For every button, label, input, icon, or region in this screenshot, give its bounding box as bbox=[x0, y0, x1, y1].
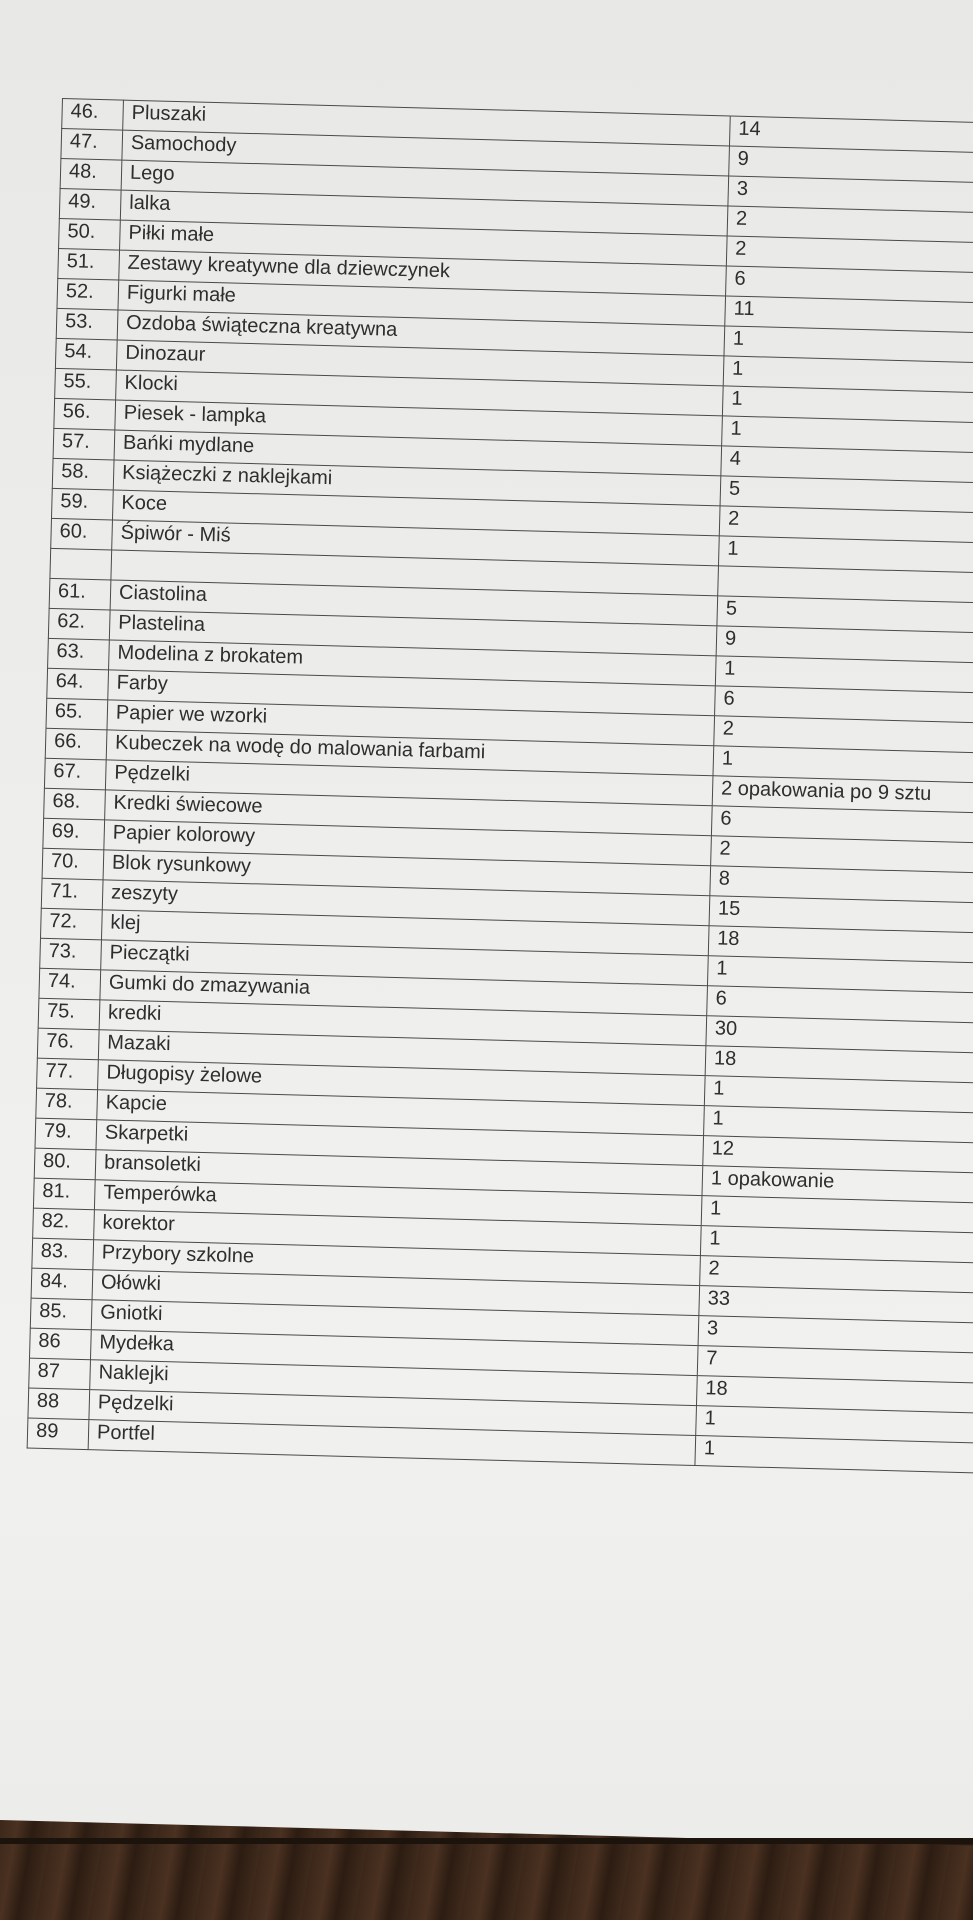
row-number: 76. bbox=[37, 1028, 99, 1060]
row-number: 64. bbox=[47, 668, 109, 700]
row-number: 87 bbox=[29, 1358, 91, 1390]
item-name: Pędzelki bbox=[89, 1390, 697, 1436]
item-quantity: 18 bbox=[696, 1376, 973, 1415]
item-name: Piłki małe bbox=[120, 220, 728, 266]
item-quantity: 2 bbox=[700, 1256, 973, 1295]
row-number: 55. bbox=[55, 368, 117, 400]
row-number: 73. bbox=[40, 938, 102, 970]
row-number: 84. bbox=[31, 1268, 93, 1300]
item-quantity: 15 bbox=[709, 896, 973, 935]
row-number: 74. bbox=[39, 968, 101, 1000]
item-quantity: 1 bbox=[723, 356, 973, 395]
item-name: Przybory szkolne bbox=[93, 1240, 701, 1286]
item-quantity: 9 bbox=[716, 626, 973, 665]
row-number: 85. bbox=[30, 1298, 92, 1330]
row-number: 51. bbox=[58, 248, 120, 280]
item-quantity: 6 bbox=[707, 986, 973, 1025]
item-name: Pluszaki bbox=[123, 100, 731, 146]
row-number: 47. bbox=[61, 129, 123, 161]
row-number: 56. bbox=[54, 398, 116, 430]
item-quantity: 8 bbox=[710, 866, 973, 905]
row-number bbox=[50, 548, 112, 580]
row-number: 67. bbox=[44, 758, 106, 790]
item-quantity: 1 bbox=[718, 536, 973, 575]
row-number: 65. bbox=[46, 698, 108, 730]
item-quantity: 1 bbox=[696, 1406, 973, 1445]
item-name: Ołówki bbox=[92, 1270, 700, 1316]
item-name: Naklejki bbox=[90, 1360, 698, 1406]
item-quantity: 6 bbox=[711, 806, 973, 845]
row-number: 50. bbox=[59, 218, 121, 250]
item-quantity: 1 bbox=[700, 1226, 973, 1265]
item-quantity: 2 bbox=[727, 206, 973, 245]
item-quantity: 1 bbox=[722, 386, 973, 425]
item-name: klej bbox=[101, 910, 709, 956]
item-table-container bbox=[27, 98, 973, 1475]
item-quantity: 1 bbox=[722, 416, 973, 455]
item-table-body bbox=[27, 99, 973, 1475]
item-name: Pędzelki bbox=[105, 760, 713, 806]
row-number: 86 bbox=[30, 1328, 92, 1360]
item-name: Modelina z brokatem bbox=[109, 640, 717, 686]
item-quantity: 5 bbox=[720, 476, 973, 515]
row-number: 81. bbox=[33, 1178, 95, 1210]
item-name: Mazaki bbox=[98, 1030, 706, 1076]
item-quantity: 3 bbox=[698, 1316, 973, 1355]
item-quantity: 4 bbox=[721, 446, 973, 485]
item-quantity: 6 bbox=[726, 266, 973, 305]
item-quantity: 1 bbox=[704, 1106, 973, 1145]
item-quantity: 2 bbox=[719, 506, 973, 545]
item-quantity: 1 bbox=[701, 1196, 973, 1235]
row-number: 68. bbox=[44, 788, 106, 820]
item-quantity: 14 bbox=[729, 116, 973, 155]
item-quantity: 2 opakowania po 9 sztu bbox=[712, 776, 973, 815]
row-number: 75. bbox=[38, 998, 100, 1030]
item-name: lalka bbox=[120, 190, 728, 236]
item-name: Figurki małe bbox=[118, 280, 726, 326]
row-number: 70. bbox=[42, 848, 104, 880]
row-number: 72. bbox=[40, 908, 102, 940]
item-name: Mydełka bbox=[90, 1330, 698, 1376]
item-name: Temperówka bbox=[94, 1180, 702, 1226]
item-name: Blok rysunkowy bbox=[103, 850, 711, 896]
row-number: 62. bbox=[48, 608, 110, 640]
item-name: Kubeczek na wodę do malowania farbami bbox=[106, 730, 714, 776]
item-name: Farby bbox=[108, 670, 716, 716]
item-quantity: 2 bbox=[726, 236, 973, 275]
row-number: 46. bbox=[62, 99, 124, 131]
item-name: Długopisy żelowe bbox=[98, 1060, 706, 1106]
item-name: Dinozaur bbox=[116, 340, 724, 386]
item-name: Koce bbox=[112, 490, 720, 536]
row-number: 88 bbox=[28, 1388, 90, 1420]
row-number: 54. bbox=[55, 338, 117, 370]
item-quantity: 18 bbox=[705, 1046, 973, 1085]
item-quantity: 9 bbox=[729, 146, 973, 185]
item-name: Samochody bbox=[122, 130, 730, 176]
row-number: 61. bbox=[49, 578, 111, 610]
item-quantity: 1 bbox=[715, 656, 973, 695]
item-quantity: 33 bbox=[699, 1286, 973, 1325]
item-quantity: 7 bbox=[697, 1346, 973, 1385]
item-name: zeszyty bbox=[102, 880, 710, 926]
item-name: Klocki bbox=[116, 370, 724, 416]
item-quantity: 11 bbox=[725, 296, 973, 335]
item-quantity: 2 bbox=[714, 716, 973, 755]
item-name: Ozdoba świąteczna kreatywna bbox=[117, 310, 725, 356]
item-name: Kapcie bbox=[97, 1090, 705, 1136]
row-number: 60. bbox=[51, 518, 113, 550]
row-number: 53. bbox=[56, 308, 118, 340]
item-quantity: 1 bbox=[704, 1076, 973, 1115]
item-quantity: 6 bbox=[715, 686, 973, 725]
item-quantity: 1 bbox=[724, 326, 973, 365]
item-name: Ciastolina bbox=[110, 580, 718, 626]
item-quantity: 2 bbox=[711, 836, 973, 875]
item-name: kredki bbox=[99, 1000, 707, 1046]
item-name: Książeczki z naklejkami bbox=[113, 460, 721, 506]
item-name: Papier we wzorki bbox=[107, 700, 715, 746]
item-name: Śpiwór - Miś bbox=[112, 520, 720, 566]
item-quantity: 1 bbox=[713, 746, 973, 785]
row-number: 69. bbox=[43, 818, 105, 850]
item-quantity: 3 bbox=[728, 176, 973, 215]
row-number: 49. bbox=[59, 188, 121, 220]
row-number: 57. bbox=[53, 428, 115, 460]
item-name: Lego bbox=[121, 160, 729, 206]
row-number: 66. bbox=[45, 728, 107, 760]
item-name: Kredki świecowe bbox=[105, 790, 713, 836]
row-number: 80. bbox=[34, 1148, 96, 1180]
row-number: 48. bbox=[60, 158, 122, 190]
item-quantity: 1 bbox=[695, 1436, 973, 1475]
row-number: 58. bbox=[52, 458, 114, 490]
item-name: bransoletki bbox=[95, 1150, 703, 1196]
row-number: 52. bbox=[57, 278, 119, 310]
item-name: Pieczątki bbox=[101, 940, 709, 986]
item-quantity: 30 bbox=[706, 1016, 973, 1055]
item-name: Bańki mydlane bbox=[114, 430, 722, 476]
row-number: 59. bbox=[51, 488, 113, 520]
item-name: Plastelina bbox=[109, 610, 717, 656]
item-table bbox=[27, 98, 973, 1475]
item-name: Gumki do zmazywania bbox=[100, 970, 708, 1016]
item-quantity: 12 bbox=[703, 1136, 973, 1175]
paper-edge-shadow bbox=[0, 1838, 973, 1844]
row-number: 71. bbox=[41, 878, 103, 910]
row-number: 77. bbox=[37, 1058, 99, 1090]
row-number: 83. bbox=[32, 1238, 94, 1270]
item-name: Papier kolorowy bbox=[104, 820, 712, 866]
row-number: 89 bbox=[27, 1418, 89, 1450]
item-name: korektor bbox=[94, 1210, 702, 1256]
item-name: Skarpetki bbox=[96, 1120, 704, 1166]
row-number: 82. bbox=[33, 1208, 95, 1240]
row-number: 79. bbox=[35, 1118, 97, 1150]
item-quantity: 18 bbox=[708, 926, 973, 965]
item-name: Piesek - lampka bbox=[115, 400, 723, 446]
item-name: Zestawy kreatywne dla dziewczynek bbox=[119, 250, 727, 296]
row-number: 78. bbox=[36, 1088, 98, 1120]
item-name: Portfel bbox=[88, 1420, 696, 1466]
item-name: Gniotki bbox=[91, 1300, 699, 1346]
item-quantity: 5 bbox=[717, 596, 973, 635]
item-quantity: 1 opakowanie bbox=[702, 1166, 973, 1205]
row-number: 63. bbox=[48, 638, 110, 670]
item-quantity: 1 bbox=[707, 956, 973, 995]
